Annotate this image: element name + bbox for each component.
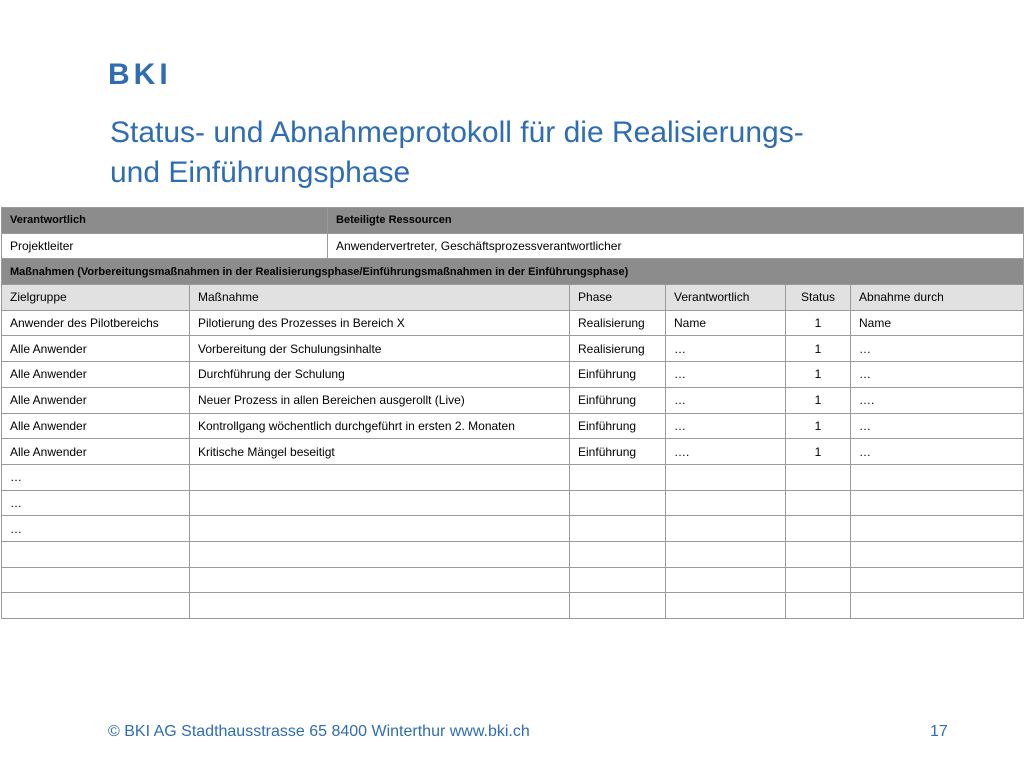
table-row: [2, 567, 1024, 593]
cell-zielgruppe: …: [2, 464, 190, 490]
responsibility-value-row: [2, 233, 1024, 259]
cell-phase: [570, 567, 666, 593]
cell-massnahme: [190, 593, 570, 619]
table-row: [2, 336, 1024, 362]
table-row: [2, 439, 1024, 465]
responsibility-header-row: [2, 208, 1024, 234]
cell-phase: Realisierung: [570, 336, 666, 362]
cell-zielgruppe: …: [2, 516, 190, 542]
column-header-massnahme: Maßnahme: [190, 285, 570, 311]
cell-abnahme-durch: …: [851, 413, 1024, 439]
cell-verantwortlich: [666, 541, 786, 567]
column-header-status: Status: [786, 285, 851, 311]
cell-zielgruppe: Alle Anwender: [2, 439, 190, 465]
cell-verantwortlich: [666, 516, 786, 542]
responsibility-header-cell: Verantwortlich: [2, 208, 328, 234]
cell-verantwortlich: [666, 593, 786, 619]
cell-status: 1: [786, 439, 851, 465]
cell-massnahme: Vorbereitung der Schulungsinhalte: [190, 336, 570, 362]
table-row: [2, 387, 1024, 413]
cell-verantwortlich: …: [666, 413, 786, 439]
cell-status: [786, 593, 851, 619]
cell-status: 1: [786, 387, 851, 413]
resources-value-cell: Anwendervertreter, Geschäftsprozessverantwortlicher: [328, 233, 1024, 259]
cell-verantwortlich: Name: [666, 310, 786, 336]
cell-abnahme-durch: …: [851, 362, 1024, 388]
cell-zielgruppe: Alle Anwender: [2, 413, 190, 439]
cell-zielgruppe: Alle Anwender: [2, 362, 190, 388]
cell-verantwortlich: [666, 464, 786, 490]
cell-phase: [570, 490, 666, 516]
cell-verantwortlich: [666, 567, 786, 593]
column-header-verantwortlich: Verantwortlich: [666, 285, 786, 311]
page-title-line-1: Status- und Abnahmeprotokoll für die Realisierungs-: [110, 116, 804, 149]
cell-status: 1: [786, 310, 851, 336]
cell-abnahme-durch: [851, 567, 1024, 593]
cell-massnahme: Kritische Mängel beseitigt: [190, 439, 570, 465]
cell-zielgruppe: [2, 567, 190, 593]
cell-verantwortlich: [666, 490, 786, 516]
cell-abnahme-durch: …: [851, 439, 1024, 465]
protocol-table: [1, 207, 1024, 619]
cell-status: [786, 464, 851, 490]
cell-phase: [570, 516, 666, 542]
table-row: [2, 541, 1024, 567]
cell-massnahme: [190, 567, 570, 593]
cell-status: [786, 541, 851, 567]
bki-logo: BKI: [108, 58, 172, 91]
cell-zielgruppe: …: [2, 490, 190, 516]
cell-zielgruppe: Alle Anwender: [2, 387, 190, 413]
cell-status: [786, 567, 851, 593]
measures-section-row: [2, 259, 1024, 285]
cell-phase: Einführung: [570, 362, 666, 388]
table-row: [2, 516, 1024, 542]
cell-status: 1: [786, 336, 851, 362]
cell-phase: Realisierung: [570, 310, 666, 336]
cell-phase: Einführung: [570, 387, 666, 413]
page-number: 17: [930, 723, 948, 740]
footer-text: © BKI AG Stadthausstrasse 65 8400 Winterthur www.bki.ch: [108, 723, 530, 740]
cell-phase: Einführung: [570, 439, 666, 465]
cell-zielgruppe: [2, 541, 190, 567]
cell-zielgruppe: [2, 593, 190, 619]
cell-phase: [570, 593, 666, 619]
table-row: [2, 593, 1024, 619]
cell-status: 1: [786, 413, 851, 439]
page-title-line-2: und Einführungsphase: [110, 156, 411, 189]
cell-abnahme-durch: [851, 541, 1024, 567]
cell-abnahme-durch: …: [851, 336, 1024, 362]
cell-massnahme: [190, 464, 570, 490]
cell-abnahme-durch: ….: [851, 387, 1024, 413]
measures-column-header-row: [2, 285, 1024, 311]
measures-section-title: Maßnahmen (Vorbereitungsmaßnahmen in der Realisierungsphase/Einführungsmaßnahmen in der Einführungsphase): [2, 259, 1024, 285]
cell-phase: [570, 464, 666, 490]
column-header-zielgruppe: Zielgruppe: [2, 285, 190, 311]
cell-massnahme: Neuer Prozess in allen Bereichen ausgerollt (Live): [190, 387, 570, 413]
cell-abnahme-durch: [851, 490, 1024, 516]
cell-zielgruppe: Anwender des Pilotbereichs: [2, 310, 190, 336]
table-row: [2, 490, 1024, 516]
cell-massnahme: [190, 516, 570, 542]
cell-massnahme: Kontrollgang wöchentlich durchgeführt in ersten 2. Monaten: [190, 413, 570, 439]
cell-massnahme: [190, 541, 570, 567]
column-header-abnahme-durch: Abnahme durch: [851, 285, 1024, 311]
page-title: [110, 113, 1010, 193]
cell-abnahme-durch: [851, 464, 1024, 490]
table-row: [2, 362, 1024, 388]
cell-phase: [570, 541, 666, 567]
cell-verantwortlich: …: [666, 362, 786, 388]
table-row: [2, 310, 1024, 336]
cell-massnahme: Durchführung der Schulung: [190, 362, 570, 388]
cell-status: [786, 516, 851, 542]
cell-verantwortlich: …: [666, 336, 786, 362]
responsibility-value-cell: Projektleiter: [2, 233, 328, 259]
cell-verantwortlich: …: [666, 387, 786, 413]
cell-verantwortlich: ….: [666, 439, 786, 465]
cell-abnahme-durch: [851, 516, 1024, 542]
cell-status: [786, 490, 851, 516]
table-row: [2, 464, 1024, 490]
cell-phase: Einführung: [570, 413, 666, 439]
cell-abnahme-durch: [851, 593, 1024, 619]
cell-massnahme: Pilotierung des Prozesses in Bereich X: [190, 310, 570, 336]
column-header-phase: Phase: [570, 285, 666, 311]
cell-status: 1: [786, 362, 851, 388]
cell-zielgruppe: Alle Anwender: [2, 336, 190, 362]
table-row: [2, 413, 1024, 439]
resources-header-cell: Beteiligte Ressourcen: [328, 208, 1024, 234]
cell-abnahme-durch: Name: [851, 310, 1024, 336]
cell-massnahme: [190, 490, 570, 516]
